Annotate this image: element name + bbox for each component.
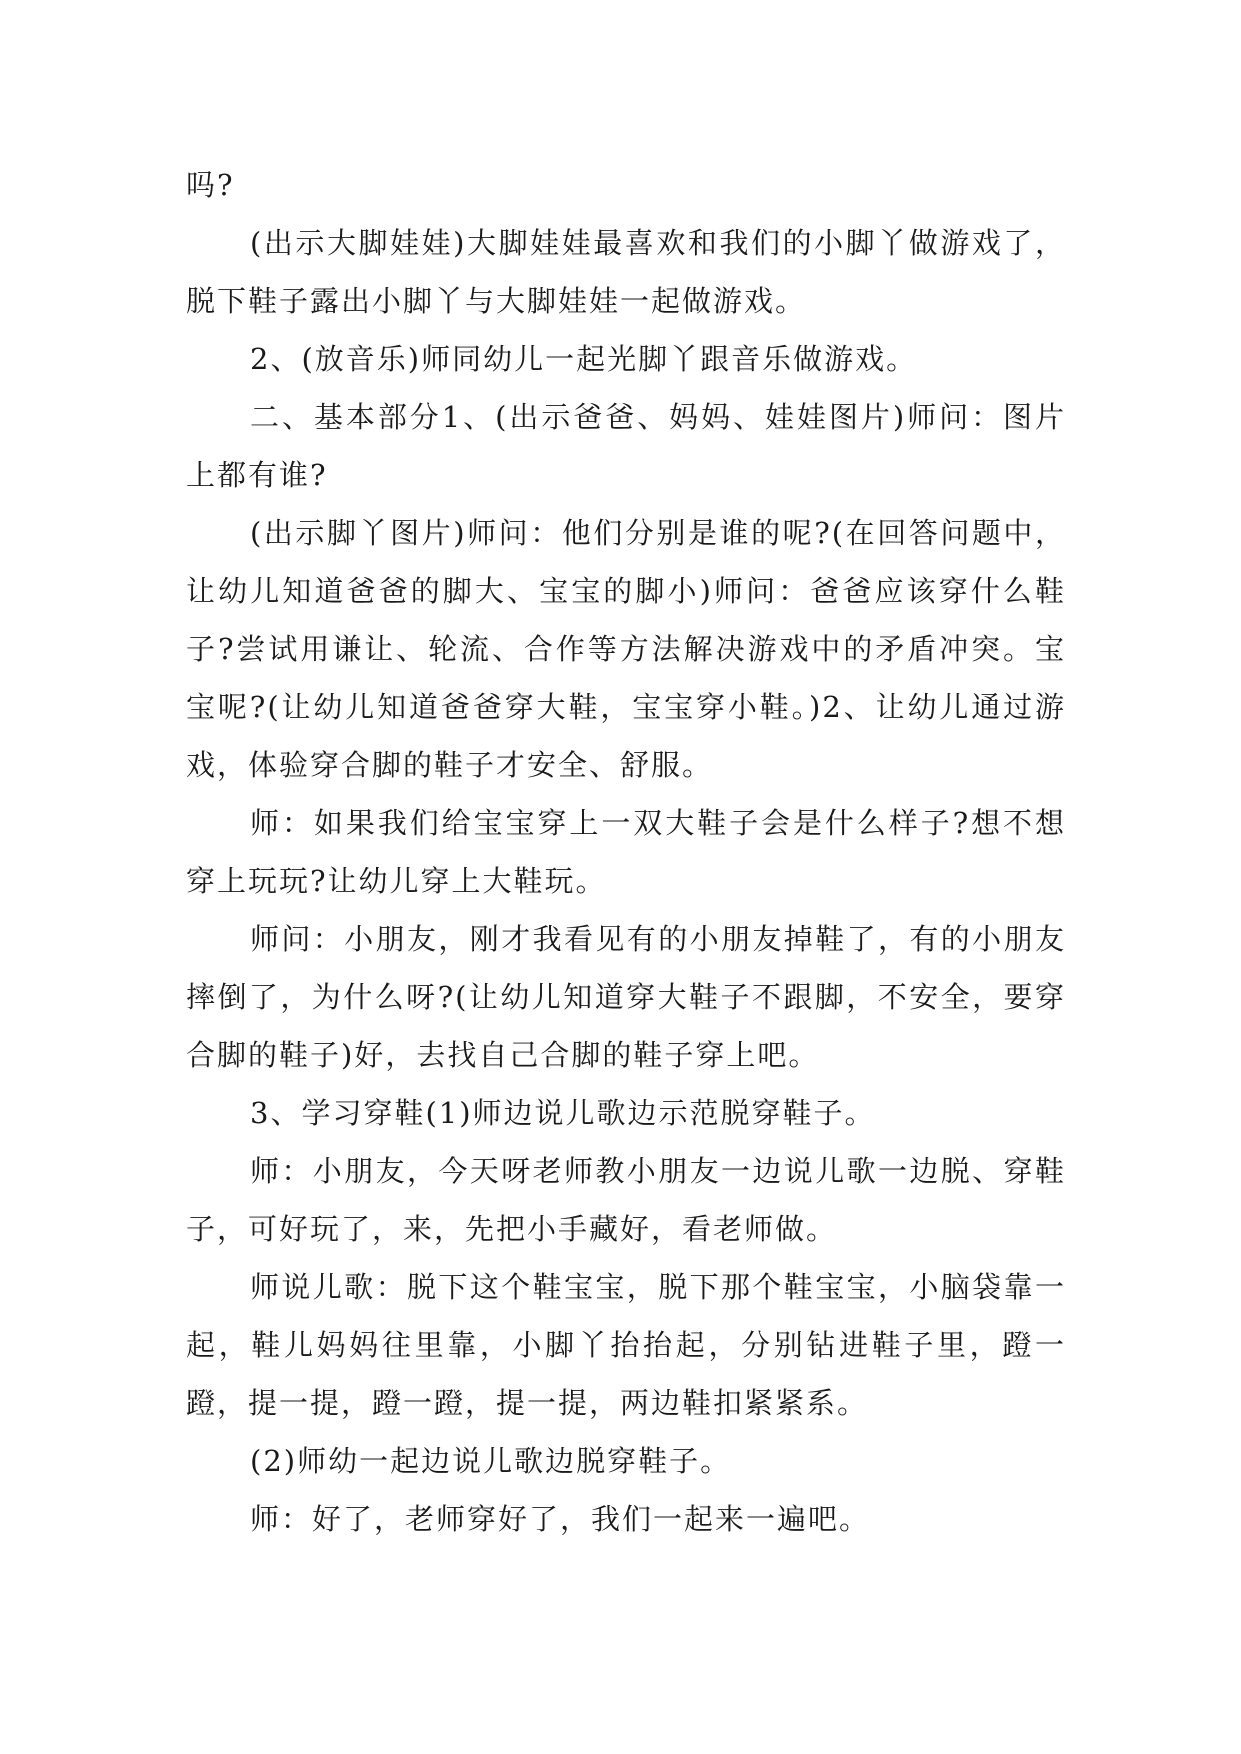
paragraph: 师：好了，老师穿好了，我们一起来一遍吧。 bbox=[250, 1502, 871, 1536]
paragraph: 3、学习穿鞋(1)师边说儿歌边示范脱穿鞋子。 bbox=[250, 1096, 876, 1130]
document-body bbox=[186, 156, 1066, 1548]
paragraph: (2)师幼一起边说儿歌边脱穿鞋子。 bbox=[250, 1444, 732, 1478]
paragraph: 师：如果我们给宝宝穿上一双大鞋子会是什么样子?想不想穿上玩玩?让幼儿穿上大鞋玩。 bbox=[186, 806, 1066, 898]
paragraph: 二、基本部分1、(出示爸爸、妈妈、娃娃图片)师问：图片上都有谁? bbox=[186, 400, 1066, 492]
paragraph: 师说儿歌：脱下这个鞋宝宝，脱下那个鞋宝宝，小脑袋靠一起，鞋儿妈妈往里靠，小脚丫抬抬起，分别钻进鞋子里，蹬一蹬，提一提，蹬一蹬，提一提，两边鞋扣紧紧系。 bbox=[186, 1270, 1066, 1420]
paragraph: 师问：小朋友，刚才我看见有的小朋友掉鞋了，有的小朋友摔倒了，为什么呀?(让幼儿知道穿大鞋子不跟脚，不安全，要穿合脚的鞋子)好，去找自己合脚的鞋子穿上吧。 bbox=[186, 922, 1066, 1072]
paragraph: (出示脚丫图片)师问：他们分别是谁的呢?(在回答问题中，让幼儿知道爸爸的脚大、宝宝的脚小)师问：爸爸应该穿什么鞋子?尝试用谦让、轮流、合作等方法解决游戏中的矛盾冲突。宝宝呢?(让幼儿知道爸爸穿大鞋，宝宝穿小鞋。)2、让幼儿通过游戏，体验穿合脚的鞋子才安全、舒服。 bbox=[186, 516, 1066, 782]
paragraph: 师：小朋友，今天呀老师教小朋友一边说儿歌一边脱、穿鞋子，可好玩了，来，先把小手藏好，看老师做。 bbox=[186, 1154, 1066, 1246]
paragraph: (出示大脚娃娃)大脚娃娃最喜欢和我们的小脚丫做游戏了，脱下鞋子露出小脚丫与大脚娃娃一起做游戏。 bbox=[186, 226, 1066, 318]
paragraph: 2、(放音乐)师同幼儿一起光脚丫跟音乐做游戏。 bbox=[250, 342, 918, 376]
paragraph: 吗? bbox=[186, 168, 235, 202]
